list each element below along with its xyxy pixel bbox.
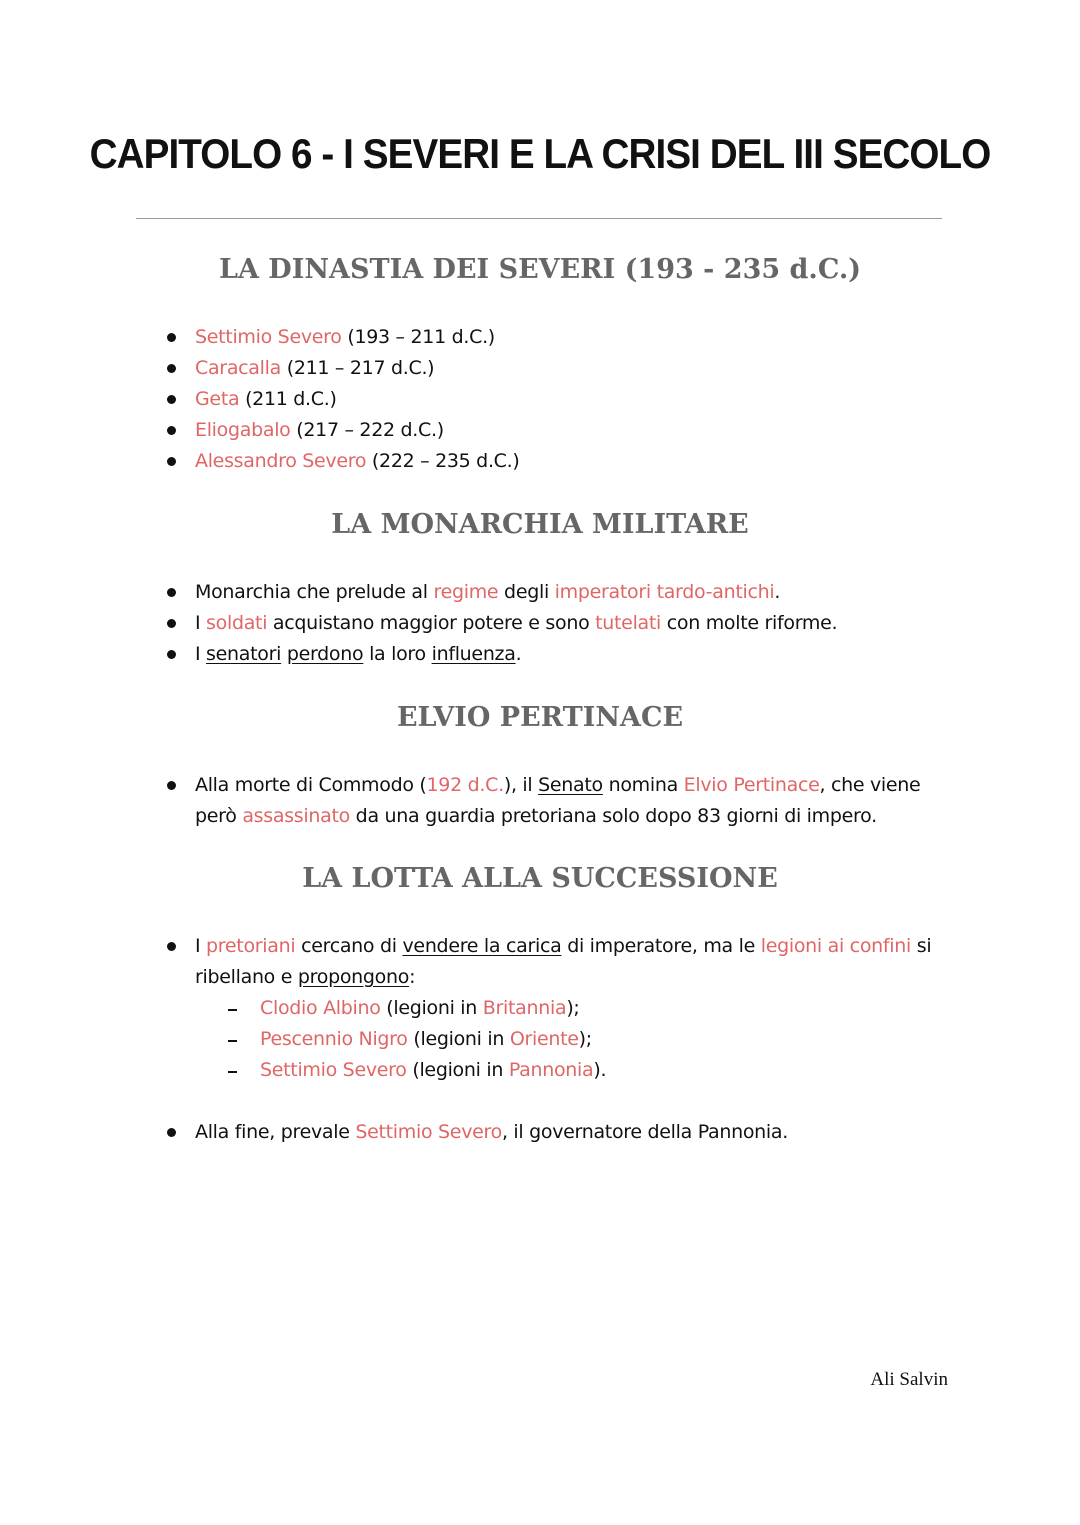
emperor-name: Caracalla	[195, 357, 281, 379]
heading-dinastia: LA DINASTIA DEI SEVERI (193 - 235 d.C.)	[218, 254, 862, 285]
heading-successione: LA LOTTA ALLA SUCCESSIONE	[302, 863, 778, 894]
text: (legioni in	[406, 1059, 509, 1081]
reign-dates: (217 – 222 d.C.)	[296, 419, 444, 441]
text: cercano di	[295, 935, 403, 957]
text: Alla morte di Commodo (	[195, 774, 427, 796]
page-title: CAPITOLO 6 - I SEVERI E LA CRISI DEL III SECOLO	[89, 130, 991, 177]
text: ).	[593, 1059, 607, 1081]
text: );	[578, 1028, 592, 1050]
author-signature: Ali Salvin	[870, 1369, 948, 1390]
highlight: imperatori tardo-antichi	[554, 581, 775, 603]
text: da una guardia pretoriana solo dopo 83 giorni di impero.	[349, 805, 877, 827]
candidate-item	[225, 993, 950, 1024]
text: :	[409, 966, 416, 988]
heading-pertinace: ELVIO PERTINACE	[396, 702, 684, 733]
list-dinastia	[160, 322, 950, 477]
highlight: regime	[433, 581, 499, 603]
highlight: soldati	[206, 612, 268, 634]
list-item	[160, 639, 950, 670]
text: acquistano maggior potere e sono	[267, 612, 596, 634]
candidate-item	[225, 1055, 950, 1086]
list-item	[160, 608, 950, 639]
candidate-name: Clodio Albino	[260, 997, 381, 1019]
candidates-list	[195, 993, 950, 1086]
list-item	[160, 353, 950, 384]
list-pertinace	[160, 770, 950, 832]
list-item	[160, 446, 950, 477]
list-item	[160, 770, 950, 832]
text: I	[195, 935, 207, 957]
underlined: influenza	[431, 643, 516, 665]
underlined: Senato	[538, 774, 603, 796]
highlight: assassinato	[242, 805, 350, 827]
place: Oriente	[509, 1028, 579, 1050]
text: I	[195, 612, 207, 634]
text: , che viene però	[195, 774, 921, 827]
candidate-name: Pescennio Nigro	[260, 1028, 408, 1050]
text: Monarchia che prelude al	[195, 581, 434, 603]
text: I	[195, 643, 207, 665]
emperor-name: Eliogabalo	[195, 419, 291, 441]
text: (legioni in	[407, 1028, 510, 1050]
text: );	[566, 997, 580, 1019]
emperor-name: Settimio Severo	[195, 326, 342, 348]
highlight: Elvio Pertinace	[683, 774, 820, 796]
highlight: legioni ai confini	[760, 935, 911, 957]
list-successione	[160, 931, 950, 1148]
list-item	[160, 384, 950, 415]
list-item	[160, 1117, 950, 1148]
text: , il governatore della Pannonia.	[501, 1121, 788, 1143]
place: Britannia	[482, 997, 567, 1019]
text: Alla fine, prevale	[195, 1121, 356, 1143]
highlight: tutelati	[595, 612, 662, 634]
candidate-item	[225, 1024, 950, 1055]
reign-dates: (193 – 211 d.C.)	[347, 326, 495, 348]
text: nomina	[602, 774, 684, 796]
place: Pannonia	[508, 1059, 594, 1081]
title-divider	[136, 218, 942, 219]
underlined: senatori	[206, 643, 282, 665]
list-item	[160, 931, 950, 1086]
list-item	[160, 577, 950, 608]
underlined: vendere la carica	[402, 935, 562, 957]
highlight: 192 d.C.	[426, 774, 504, 796]
list-item	[160, 322, 950, 353]
heading-monarchia: LA MONARCHIA MILITARE	[331, 509, 749, 540]
text: si ribellano e	[195, 935, 932, 988]
highlight: pretoriani	[206, 935, 296, 957]
reign-dates: (211 – 217 d.C.)	[286, 357, 435, 379]
text: (legioni in	[380, 997, 483, 1019]
candidate-name: Settimio Severo	[260, 1059, 407, 1081]
underlined: perdono	[286, 643, 364, 665]
text: ), il	[503, 774, 539, 796]
list-item	[160, 415, 950, 446]
text: .	[515, 643, 522, 665]
list-monarchia	[160, 577, 950, 670]
text: con molte riforme.	[661, 612, 838, 634]
reign-dates: (222 – 235 d.C.)	[371, 450, 520, 472]
reign-dates: (211 d.C.)	[245, 388, 337, 410]
text: .	[774, 581, 781, 603]
emperor-name: Alessandro Severo	[195, 450, 367, 472]
text: la loro	[363, 643, 432, 665]
text: di imperatore, ma le	[561, 935, 761, 957]
highlight: Settimio Severo	[355, 1121, 502, 1143]
underlined: propongono	[297, 966, 410, 988]
text: degli	[498, 581, 555, 603]
emperor-name: Geta	[195, 388, 240, 410]
